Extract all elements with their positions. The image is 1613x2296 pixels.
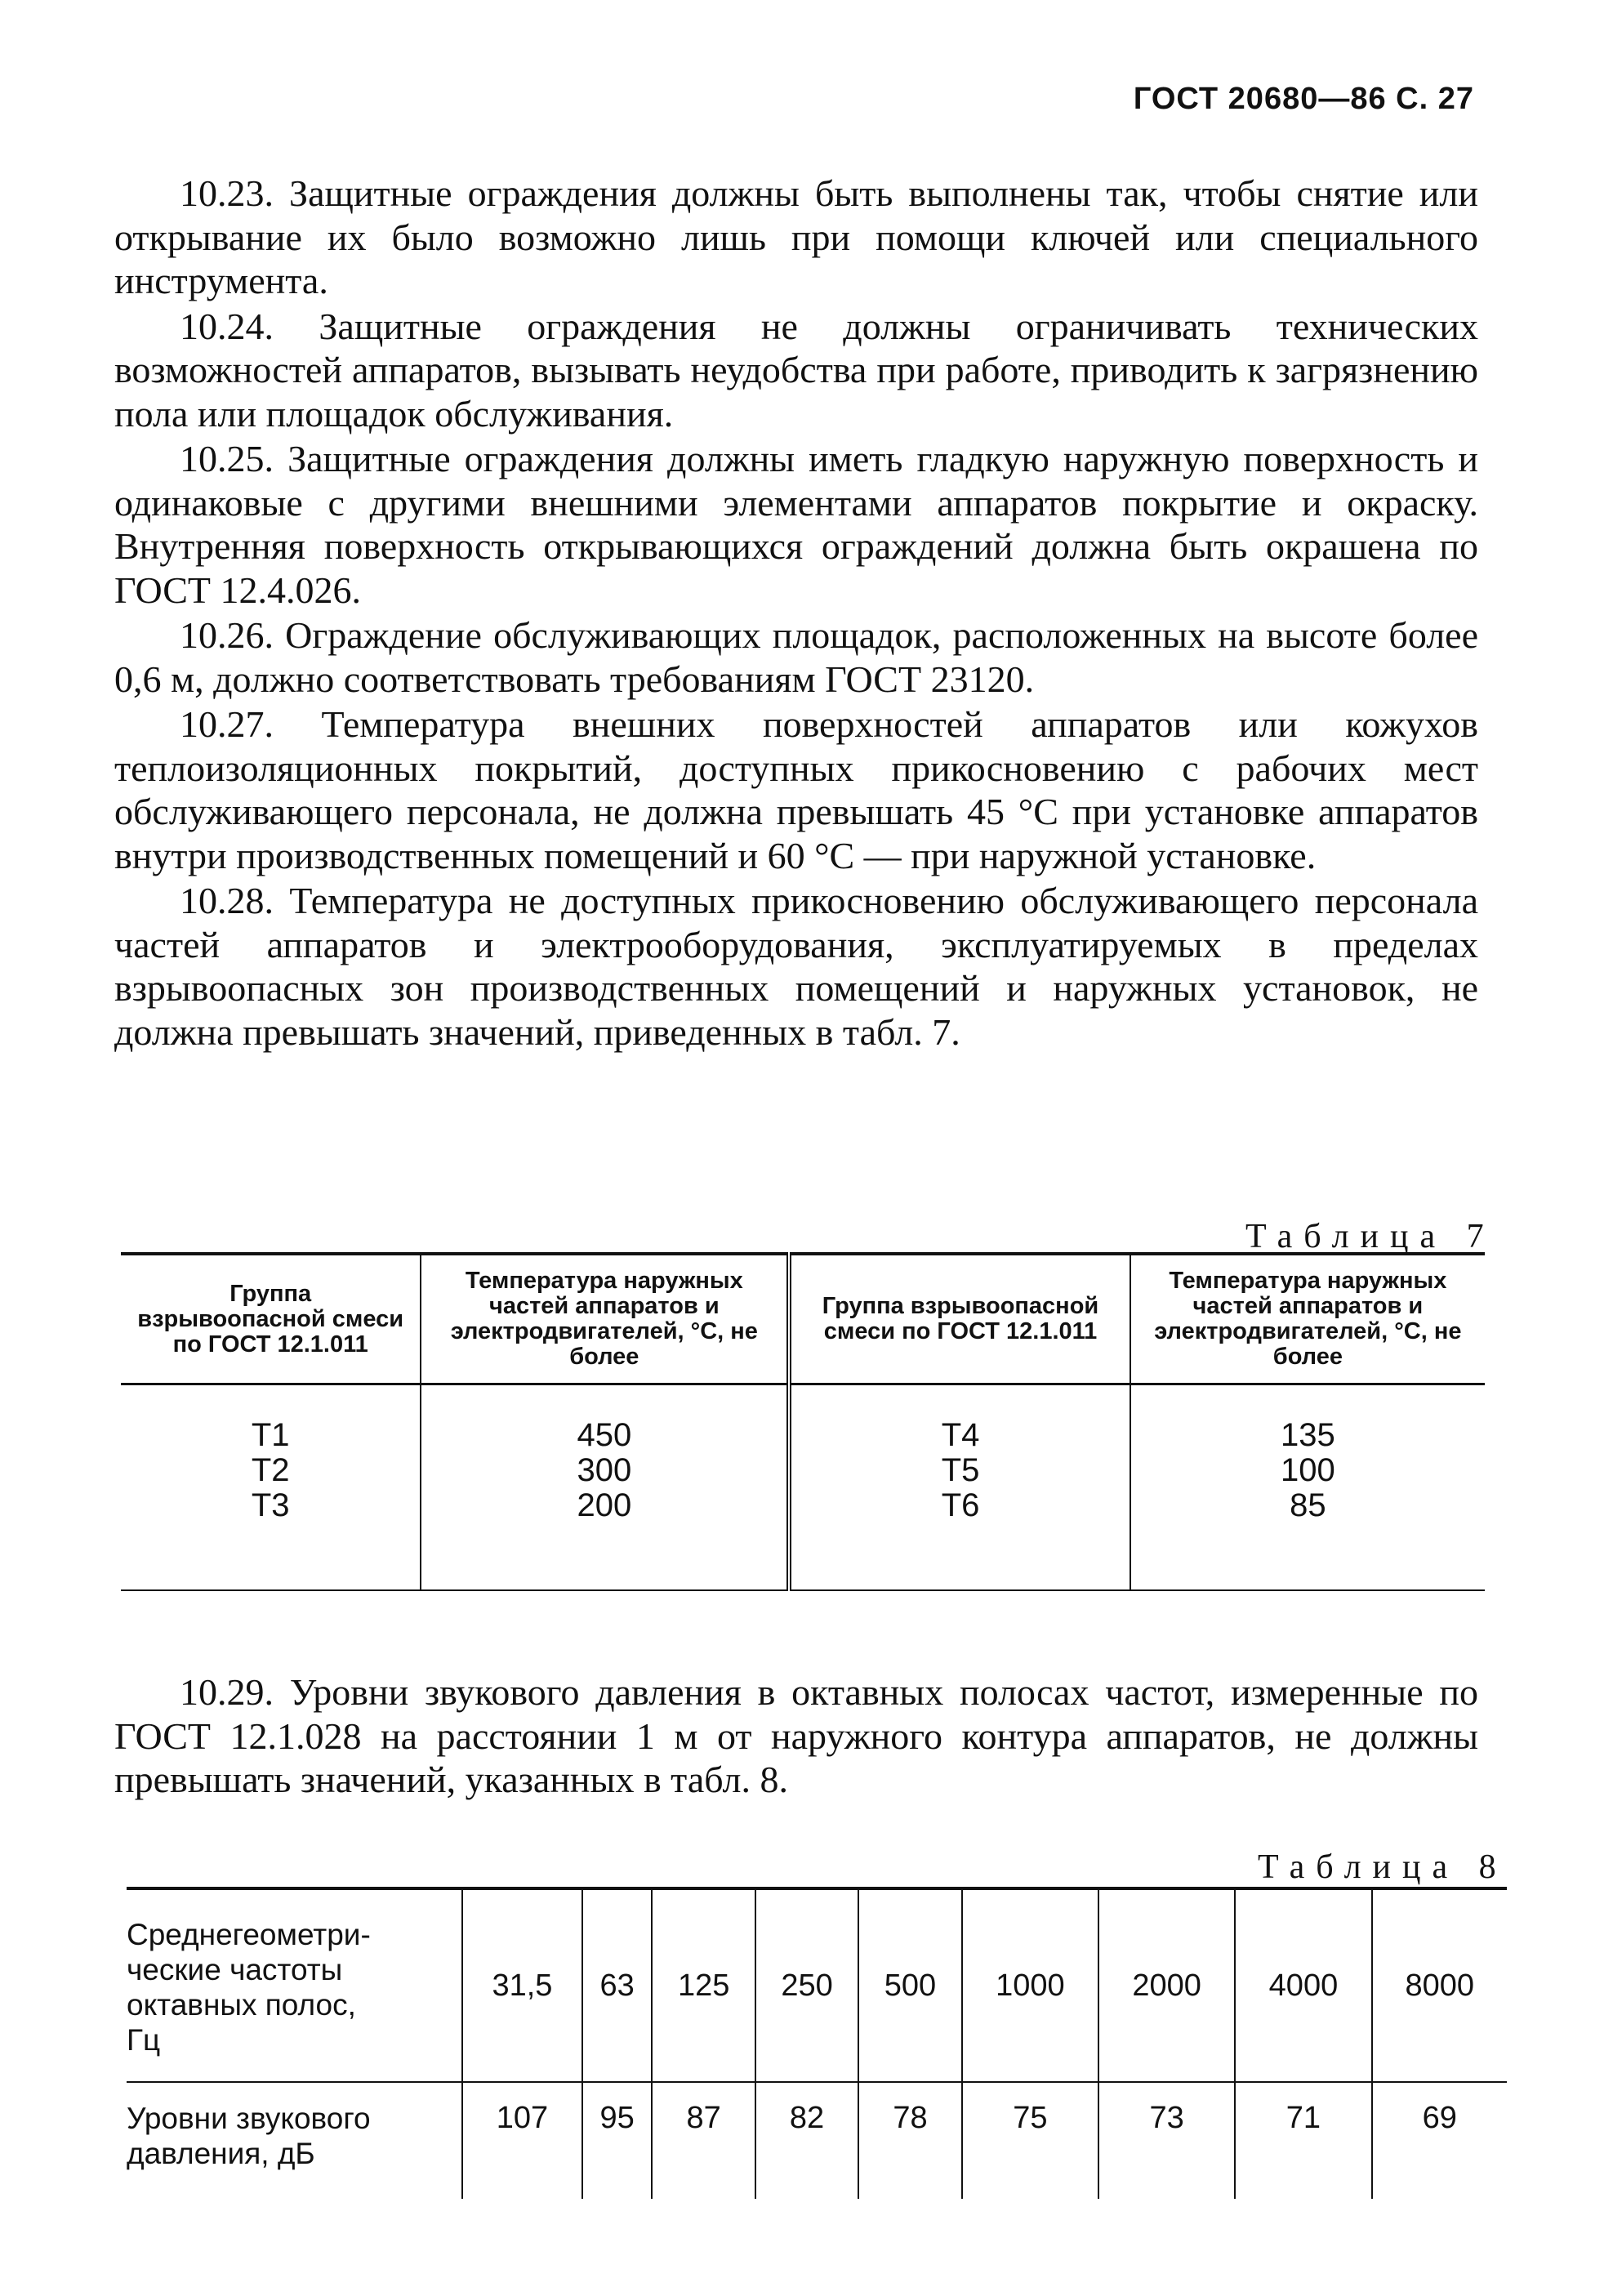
table7-header-temp-2: Температура наружных частей аппаратов и электродвигателей, °С, не более <box>1130 1254 1485 1384</box>
table7-cell: Т3 <box>251 1487 290 1523</box>
table7-cell: 100 <box>1281 1452 1335 1488</box>
label-line: Уровни звукового <box>127 2102 371 2135</box>
clause-10-27: 10.27. Температура внешних поверхностей аппаратов или кожухов теплоизоляционных покрытий, доступных прикосновению с рабочих мест обслуживающего персонала, не должна превышать 45 °С при установке аппаратов внутри производственных помещений и 60 °С — при наружной установке. <box>114 703 1478 876</box>
table8-freq-cell: 63 <box>582 1888 653 2082</box>
table8-level-cell: 95 <box>582 2082 653 2199</box>
table7-cell: 450 <box>577 1417 632 1453</box>
table8-freq-cell: 1000 <box>962 1888 1098 2082</box>
table-8 <box>127 1887 1507 2199</box>
table8-level-cell: 71 <box>1235 2082 1371 2199</box>
table7-cell: Т2 <box>251 1452 290 1488</box>
table8-freq-cell: 8000 <box>1372 1888 1507 2082</box>
table7-cell: Т6 <box>941 1487 980 1523</box>
page-header: ГОСТ 20680—86 С. 27 <box>1133 82 1474 116</box>
clauses-top <box>114 172 1478 1055</box>
table8-freq-cell: 31,5 <box>462 1888 582 2082</box>
table7-cell: 135 <box>1281 1417 1335 1453</box>
table7-col-group-2 <box>789 1384 1130 1591</box>
clause-10-23: 10.23. Защитные ограждения должны быть выполнены так, чтобы снятие или открывание их было возможно лишь при помощи ключей или специального инструмента. <box>114 172 1478 301</box>
table7-header-group-2: Группа взрывоопасной смеси по ГОСТ 12.1.011 <box>789 1254 1130 1384</box>
table8-level-cell: 73 <box>1098 2082 1235 2199</box>
table8-level-cell: 69 <box>1422 2101 1457 2135</box>
label-line: давления, дБ <box>127 2137 315 2170</box>
table8-freq-cell: 125 <box>652 1888 755 2082</box>
table8-freq-cell: 500 <box>858 1888 961 2082</box>
label-line: ческие частоты <box>127 1953 343 1986</box>
table8-level-cell: 82 <box>755 2082 858 2199</box>
table8-level-cell: 78 <box>858 2082 961 2199</box>
table-7 <box>121 1252 1485 1591</box>
table7-header-temp-1: Температура наружных частей аппаратов и электродвигателей, °С, не более <box>421 1254 789 1384</box>
table7-cell: Т5 <box>941 1452 980 1488</box>
clauses-mid <box>114 1670 1478 1803</box>
label-line: Среднегеометри- <box>127 1918 371 1951</box>
clause-10-26: 10.26. Ограждение обслуживающих площадок, расположенных на высоте более 0,6 м, должно соответствовать требованиям ГОСТ 23120. <box>114 614 1478 700</box>
clause-10-24: 10.24. Защитные ограждения не должны ограничивать технических возможностей аппаратов, вызывать неудобства при работе, приводить к загрязнению пола или площадок обслуживания. <box>114 305 1478 435</box>
table7-cell: Т4 <box>941 1417 980 1453</box>
table8-row2-label <box>127 2082 462 2199</box>
table7-col-group-1 <box>121 1384 421 1591</box>
table8-row1-label <box>127 1888 462 2082</box>
table8-level-cell: 75 <box>962 2082 1098 2199</box>
table7-caption: Таблица 7 <box>1245 1218 1495 1255</box>
table7-col-temp-1 <box>421 1384 789 1591</box>
table8-freq-cell: 250 <box>755 1888 858 2082</box>
table7-cell: 200 <box>577 1487 632 1523</box>
table8-row-levels <box>127 2082 1507 2199</box>
table7-cell: Т1 <box>251 1417 290 1453</box>
table8-caption: Таблица 8 <box>1258 1848 1508 1886</box>
clause-10-29: 10.29. Уровни звукового давления в октавных полосах частот, измеренные по ГОСТ 12.1.028 на расстоянии 1 м от наружного контура аппаратов, не должны превышать значений, указанных в табл. 8. <box>114 1671 1478 1800</box>
table8-level-cell: 87 <box>652 2082 755 2199</box>
label-line: Гц <box>127 2023 161 2057</box>
table7-header-group-1: Группа взрывоопасной смеси по ГОСТ 12.1.011 <box>121 1254 421 1384</box>
label-line: октавных полос, <box>127 1988 356 2022</box>
table8-freq-cell: 2000 <box>1098 1888 1235 2082</box>
table7-header-row <box>121 1254 1485 1384</box>
table7-cell: 300 <box>577 1452 632 1488</box>
clause-10-25: 10.25. Защитные ограждения должны иметь гладкую наружную поверхность и одинаковые с другими внешними элементами аппаратов покрытие и окраску. Внутренняя поверхность открывающихся ограждений должна быть окрашена по ГОСТ 12.4.026. <box>114 438 1478 611</box>
table8-freq-cell: 4000 <box>1235 1888 1371 2082</box>
clause-10-28: 10.28. Температура не доступных прикосновению обслуживающего персонала частей аппаратов и электрооборудования, эксплуатируемых в пределах взрывоопасных зон производственных помещений и наружных установок, не должна превышать значений, приведенных в табл. 7. <box>114 880 1478 1053</box>
table8-row-frequencies <box>127 1888 1507 2082</box>
table7-cell: 85 <box>1290 1487 1326 1523</box>
table8-level-cell: 107 <box>462 2082 582 2199</box>
table7-col-temp-2 <box>1130 1384 1485 1591</box>
table7-body-row <box>121 1384 1485 1591</box>
